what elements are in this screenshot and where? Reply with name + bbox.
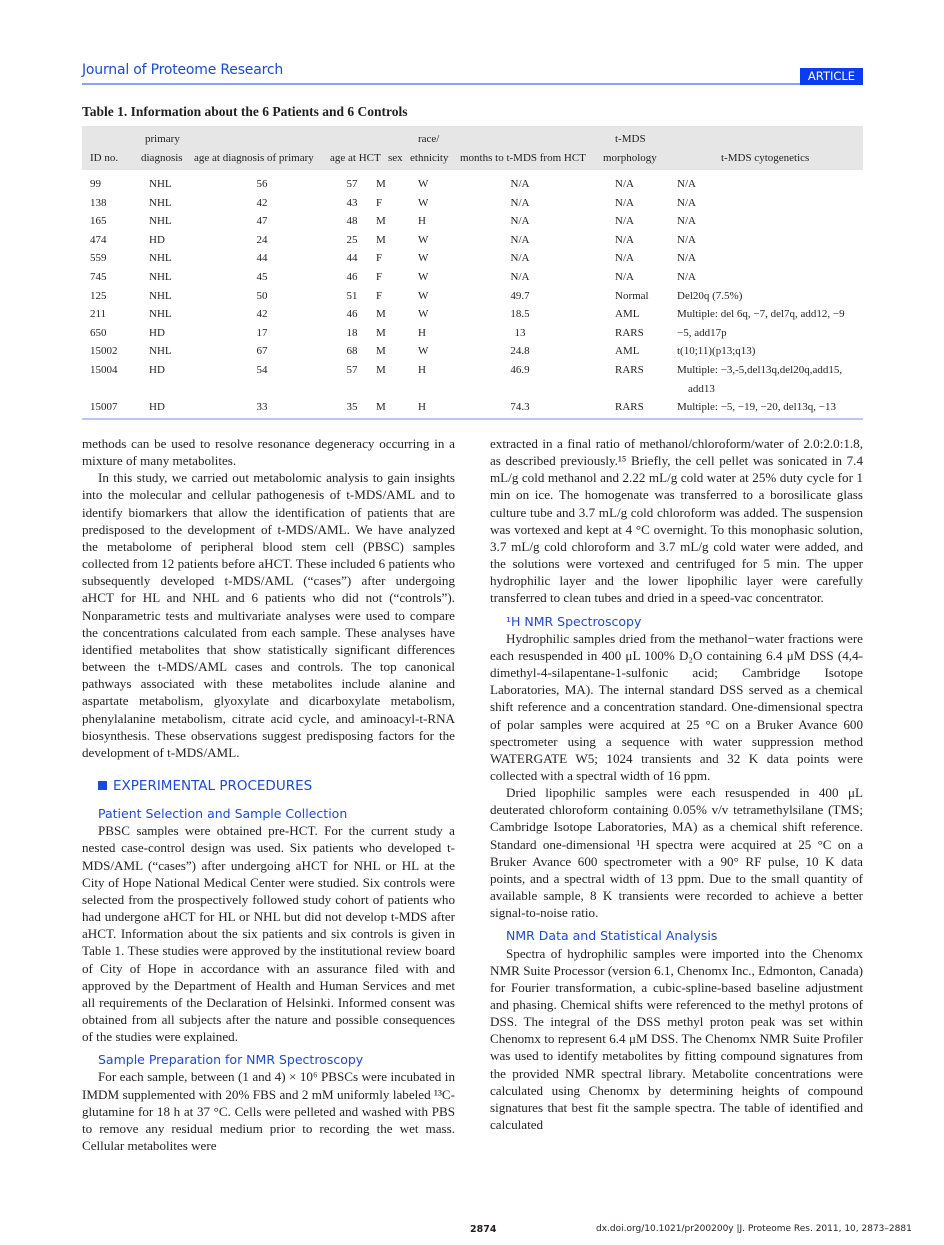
subsection-heading: Sample Preparation for NMR Spectroscopy (98, 1052, 364, 1068)
table-row (82, 345, 863, 363)
table-cell: W (418, 271, 429, 283)
table-row (82, 401, 863, 419)
table-cell: W (418, 178, 429, 190)
table-cell: M (376, 326, 386, 339)
table-cell: 46.9 (510, 364, 530, 376)
page-number: 2874 (470, 1224, 497, 1235)
th-race2: ethnicity (410, 152, 449, 164)
table-cell: N/A (677, 178, 696, 190)
table-cell: N/A (615, 196, 634, 209)
table-cell: NHL (149, 215, 172, 228)
table-row (82, 327, 863, 345)
table-row-continuation (82, 383, 863, 401)
table-cell: N/A (615, 233, 634, 246)
table-cell: 74.3 (510, 401, 530, 414)
table-cell: H (418, 401, 426, 414)
table-cell: NHL (149, 289, 172, 302)
table-row (82, 271, 863, 289)
table-cell: 559 (90, 252, 107, 265)
table-cell: 57 (346, 364, 358, 376)
table-cell: M (376, 233, 386, 246)
table-cell: 165 (90, 215, 107, 228)
paragraph: extracted in a final ratio of methanol/chloroform/water of 2.0:2.0:1.8, as described previously.¹⁵ Briefly, the cell pellet was sonicated in 7.4 mL/g cold methanol and 2.22 mL/g cold water at 25% duty cycle for 1 min on ice. The homogenate was transferred to a borosilicate glass culture tube and 3.7 mL/g cold chloroform was added. The suspension was vortexed and kept at 4 °C overnight. To this monophasic solution, 3.7 mL/g cold chloroform and 3.7 mL/g cold water were added, and the solutions were vortexed and centrifuged for 5 min. The upper hydrophilic layer and the lower lipophilic layer were carefully transferred to clean tubes and dried in a speed-vac concentrator. (490, 436, 863, 606)
table-cell: 47 (256, 215, 268, 228)
table-cell: AML (615, 345, 640, 358)
header-rule (82, 83, 863, 85)
table-cell: 44 (346, 252, 358, 265)
table-cell: 15007 (90, 401, 118, 414)
paragraph: Spectra of hydrophilic samples were imported into the Chenomx NMR Suite Processor (version 6.1, Chenomx Inc., Edmonton, Canada) for Fourier transformation, a cubic-spline-based baseline adjustment and phasing. Chemical shifts were referenced to the methyl protons of DSS. The integral of the DSS methyl proton peak was set within Chenomx to represent 6.4 μM DSS. The Chenomx NMR Suite Profiler was used to identify metabolites by fitting compound signatures from the provided NMR spectral library. Metabolite concentrations were calculated using Chenomx by determining heights of compound signatures that best fit the sample spectra. The table of identified and calculated (490, 945, 863, 1133)
paragraph: Hydrophilic samples dried from the methanol−water fractions were each resuspended in 400 μL 100% D₂O containing 6.4 μM DSS (4,4-dimethyl-4-silapentane-1-sulfonic acid; Cambridge Isotope Laboratories, MA). The internal standard DSS served as a chemical shift reference and a concentration standard. One-dimensional spectra of polar samples were acquired at 25 °C on a Bruker Avance 600 spectrometer using a sequence with water suppression method WATERGATE W5; 1024 transients and 32 K data points were collected with a spectral width of 16 ppm. (490, 630, 863, 783)
table-cell: 49.7 (510, 289, 530, 302)
table-cell: Multiple: −5, −19, −20, del13q, −13 (677, 401, 836, 414)
section-heading-text: EXPERIMENTAL PROCEDURES (113, 777, 313, 794)
table-row (82, 308, 863, 326)
table-row (82, 290, 863, 308)
table-cell: 24 (256, 233, 268, 246)
table-cell: 68 (346, 345, 358, 358)
table-cell: N/A (510, 271, 530, 283)
table-cell: NHL (149, 178, 172, 190)
table-cell: W (418, 345, 429, 358)
table-header (82, 126, 863, 170)
table-cell: 15002 (90, 345, 118, 358)
table-cell: 43 (346, 196, 358, 209)
table-cell: NHL (149, 308, 172, 321)
table-cell: 211 (90, 308, 107, 321)
table-cell: NHL (149, 196, 172, 209)
table-cell: NHL (149, 271, 172, 283)
table-cell: HD (149, 326, 165, 339)
table-cell: F (376, 289, 383, 302)
table-cell: 51 (346, 289, 358, 302)
table-cell: H (418, 215, 426, 228)
table-cell: Del20q (7.5%) (677, 289, 743, 302)
table-cell: W (418, 308, 429, 321)
table-cell: M (376, 345, 386, 358)
subsection-heading: ¹H NMR Spectroscopy (506, 613, 642, 629)
table-cell: AML (615, 308, 640, 321)
paragraph: For each sample, between (1 and 4) × 10⁶ PBSCs were incubated in IMDM supplemented with 20% FBS and 2 mM uniformly labeled ¹³C-glutamine for 18 h at 37 °C. Cells were pelleted and washed with PBS to remove any residual medium prior to recording the wet mass. Cellular metabolites were (82, 1069, 455, 1154)
table-cell: N/A (510, 215, 530, 228)
th-dx2: diagnosis (141, 152, 183, 164)
table-cell: F (376, 252, 383, 265)
table-cell: N/A (510, 178, 530, 190)
table-cell: H (418, 326, 426, 339)
table-cell: M (376, 401, 386, 414)
table-cell: 33 (256, 401, 268, 414)
table-cell: 99 (90, 178, 101, 190)
table-cell: N/A (677, 233, 696, 246)
table-cell: 125 (90, 289, 107, 302)
table-row (82, 252, 863, 270)
table-cell: N/A (615, 252, 634, 265)
th-age-hct: age at HCT (330, 152, 381, 164)
table-bottom-rule (82, 418, 863, 420)
table-cell: N/A (510, 252, 530, 265)
paragraph: methods can be used to resolve resonance degeneracy occurring in a mixture of many metabolites. (82, 436, 455, 469)
table-row (82, 234, 863, 252)
table-cell: W (418, 289, 429, 302)
table-cell: HD (149, 401, 165, 414)
table-cell: 18.5 (510, 308, 530, 321)
table-cell: 48 (346, 215, 358, 228)
section-heading (82, 778, 455, 795)
table-cell: 745 (90, 271, 107, 283)
table-cell: t(10;11)(p13;q13) (677, 345, 756, 358)
table-cell: 44 (256, 252, 268, 265)
table-row (82, 364, 863, 382)
table-cell: HD (149, 364, 165, 376)
table-cell: M (376, 178, 386, 190)
table-cell: −5, add17p (677, 326, 727, 339)
th-sex: sex (388, 152, 403, 164)
table-cell: W (418, 196, 429, 209)
table-cell: 50 (256, 289, 268, 302)
article-badge: ARTICLE (800, 68, 863, 85)
paragraph: PBSC samples were obtained pre-HCT. For the current study a nested case-control design was used. Six patients who developed t-MDS/AML (“cases”) after undergoing aHCT for NHL or HL at the City of Hope National Medical Center were studied. Six controls were selected from the prospectively followed study cohort of patients who had undergone aHCT for HL or NHL but did not develop t-MDS after aHCT. Information about the six patients and six controls is given in Table 1. These studies were approved by the institutional review board of City of Hope in accordance with an assurance filed with and approved by the Department of Health and Human Services and met all requirements of the Declaration of Helsinki. Informed consent was obtained from all subjects after the nature and possible consequences of the studies were explained. (82, 823, 455, 1045)
th-race1: race/ (418, 133, 440, 145)
table-cell: M (376, 364, 386, 376)
table-cell: M (376, 308, 386, 321)
table-cell: N/A (510, 233, 530, 246)
table-cell: 13 (514, 326, 526, 339)
table-cell: M (376, 215, 386, 228)
th-age-dx: age at diagnosis of primary (194, 152, 314, 164)
th-cyto: t-MDS cytogenetics (721, 152, 810, 164)
th-months: months to t-MDS from HCT (460, 152, 586, 164)
table-cell: 57 (346, 178, 358, 190)
table-cell: N/A (615, 271, 634, 283)
table-cell: 46 (346, 271, 358, 283)
table-cell: 17 (256, 326, 268, 339)
table-row (82, 197, 863, 215)
table-cell: 138 (90, 196, 107, 209)
table-cell: 46 (346, 308, 358, 321)
table-cell: 42 (256, 196, 268, 209)
table-cell: add13 (688, 382, 715, 395)
th-morph2: morphology (603, 152, 657, 164)
journal-title: Journal of Proteome Research (82, 62, 284, 78)
table-cell: RARS (615, 364, 644, 376)
citation: dx.doi.org/10.1021/pr200200y |J. Proteome Res. 2011, 10, 2873–2881 (596, 1224, 912, 1234)
table-cell: 35 (346, 401, 358, 414)
table-cell: NHL (149, 252, 172, 265)
table-cell: W (418, 233, 429, 246)
table-cell: 474 (90, 233, 107, 246)
table-cell: RARS (615, 401, 644, 414)
left-column (82, 435, 455, 1154)
table-cell: H (418, 364, 426, 376)
table-cell: N/A (510, 196, 530, 209)
th-morph1: t-MDS (615, 133, 646, 145)
table-cell: Multiple: −3,-5,del13q,del20q,add15, (677, 364, 843, 376)
table-cell: Multiple: del 6q, −7, del7q, add12, −9 (677, 308, 845, 321)
table-cell: F (376, 271, 383, 283)
th-id: ID no. (90, 152, 119, 164)
table-row (82, 178, 863, 196)
table-cell: 45 (256, 271, 268, 283)
table-cell: N/A (677, 215, 696, 228)
table-cell: 25 (346, 233, 358, 246)
table-cell: N/A (677, 196, 696, 209)
table-cell: 15004 (90, 364, 118, 376)
table-cell: 54 (256, 364, 268, 376)
table-cell: RARS (615, 326, 644, 339)
table-title: Table 1. Information about the 6 Patients and 6 Controls (82, 104, 408, 119)
paragraph: Dried lipophilic samples were each resuspended in 400 μL deuterated chloroform containing 0.05% v/v tetramethylsilane (TMS; Cambridge Isotope Laboratories, MA) as a chemical shift reference. Standard one-dimensional ¹H spectra were acquired at 25 °C on a Bruker Avance 600 spectrometer with a 90° RF pulse, 10 K data points, and a spectral width of 13 ppm. Due to the small quantity of available sample, 8 K transients were recorded to achieve a better signal-to-noise ratio. (490, 785, 863, 921)
th-dx1: primary (145, 133, 180, 145)
right-column (490, 435, 863, 1133)
table-cell: Normal (615, 289, 649, 302)
table-row (82, 215, 863, 233)
table-cell: W (418, 252, 429, 265)
table-cell: 650 (90, 326, 107, 339)
table-cell: 67 (256, 345, 268, 358)
table-cell: 56 (256, 178, 268, 190)
table-cell: NHL (149, 345, 172, 358)
table-cell: N/A (677, 271, 696, 283)
subsection-heading: NMR Data and Statistical Analysis (506, 928, 718, 944)
table-cell: HD (149, 233, 165, 246)
table-cell: 24.8 (510, 345, 530, 358)
paragraph: In this study, we carried out metabolomic analysis to gain insights into the molecular and cellular pathogenesis of t-MDS/AML and to identify biomarkers that allow the identification of patients that are predisposed to the development of t-MDS/AML. We have analyzed the metabolome of peripheral blood stem cell (PBSC) samples collected from 12 patients before aHCT. These included 6 patients who subsequently developed t-MDS/AML (“cases”) after undergoing aHCT for HL and NHL and 6 patients who did not (“controls”). Nonparametric tests and multivariate analyses were used to compare the concentrations calculated from each sample. These analyses have identified metabolites that show statistically significant differences between the t-MDS/AML cases and controls. The top canonical pathways associated with these metabolites include alanine and aspartate metabolism, glyoxylate and dicarboxylate metabolism, phenylalanine metabolism, citrate acid cycle, and aminoacyl-t-RNA biosynthesis. These observations suggest predisposing factors for the development of t-MDS/AML. (82, 470, 455, 760)
table-cell: N/A (677, 252, 696, 265)
table-cell: 42 (256, 308, 268, 321)
table-cell: N/A (615, 215, 634, 228)
table-cell: N/A (615, 178, 634, 190)
table-cell: F (376, 196, 383, 209)
table-cell: 18 (346, 326, 358, 339)
subsection-heading: Patient Selection and Sample Collection (98, 806, 348, 822)
square-bullet-icon (98, 781, 107, 790)
